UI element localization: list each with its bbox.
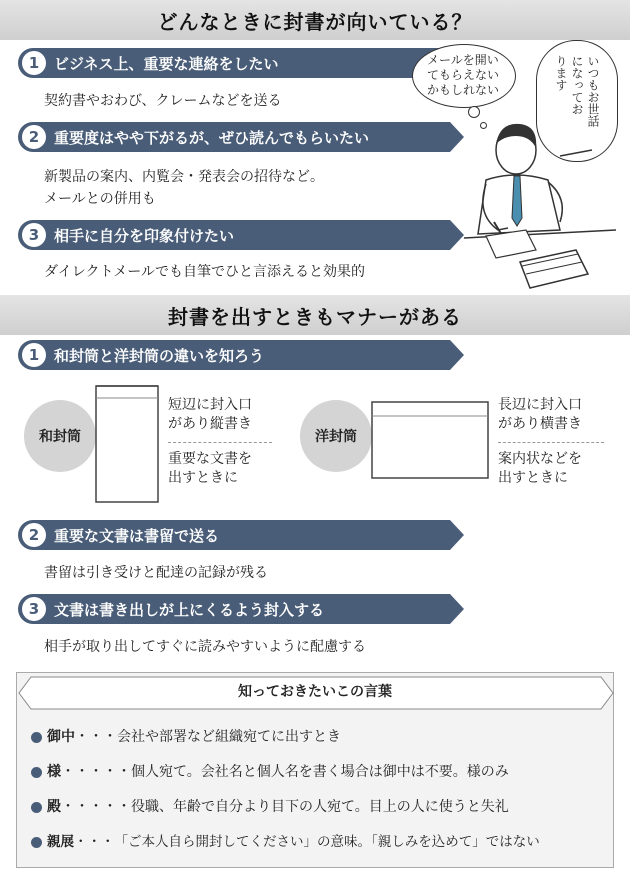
reason-body-line: ダイレクトメールでも自筆でひと言添えると効果的: [44, 264, 366, 280]
env-line: 出すときに: [168, 470, 238, 486]
glossary-desc: 会社や部署など組織宛てに出すとき: [117, 729, 341, 745]
section-title-text: どんなときに封書が向いている？: [157, 9, 473, 34]
env-line: 長辺に封入口: [498, 397, 582, 413]
manner-heading: 重要な文書は書留で送る: [54, 526, 220, 545]
manner-body-line: 相手が取り出してすぐに読みやすいように配慮する: [44, 639, 366, 655]
reason-band-3: [18, 220, 450, 250]
manner-band-1: [18, 340, 450, 370]
glossary-term: 御中: [47, 729, 75, 745]
glossary-title-text: 知っておきたいこの言葉: [238, 684, 392, 700]
env-line: 重要な文書を: [168, 451, 252, 467]
env-line: 出すときに: [498, 470, 568, 486]
reason-band-2: [18, 122, 450, 152]
wafuto-label: 和封筒: [39, 429, 81, 445]
glossary-term: 殿: [47, 799, 61, 815]
reason-heading: 重要度はやや下がるが、ぜひ読んでもらいたい: [54, 128, 370, 147]
dashed-divider: [168, 442, 272, 443]
glossary-row-onchu: [31, 727, 341, 747]
bubble-column: いつもお世話: [586, 55, 600, 127]
reason-body-3: [44, 262, 365, 282]
manner-body-2: [44, 563, 268, 583]
bullet-icon: [31, 732, 42, 743]
bubble-line: メールを開い: [427, 53, 499, 67]
yofuto-envelope-icon: [368, 396, 494, 484]
bubble-line: てもらえない: [427, 68, 500, 82]
number-badge: 2: [22, 125, 46, 149]
reason-body-line: メールとの併用も: [44, 191, 156, 207]
bullet-icon: [31, 767, 42, 778]
band-arrow: [450, 340, 464, 370]
reason-body-1: [44, 91, 281, 111]
yofuto-label: 洋封筒: [315, 429, 357, 445]
reason-heading: 相手に自分を印象付けたい: [54, 226, 235, 245]
wafuto-description-2: [168, 450, 252, 488]
manner-body-line: 書留は引き受けと配達の記録が残る: [44, 565, 268, 581]
wafuto-envelope-icon: [92, 376, 164, 506]
manner-band-2: [18, 520, 450, 550]
glossary-row-shinten: [31, 832, 540, 852]
reason-band-1: [18, 48, 450, 78]
reason-body-line: 新製品の案内、内覧会・発表会の招待など。: [44, 169, 324, 185]
number-badge: 1: [22, 343, 46, 367]
band-arrow: [450, 594, 464, 624]
bullet-icon: [31, 802, 42, 813]
glossary-term: 様: [47, 764, 61, 780]
section-title-text: 封書を出すときもマナーがある: [168, 304, 462, 329]
glossary-desc: 個人宛て。会社名と個人名を書く場合は御中は不要。様のみ: [131, 764, 509, 780]
env-line: があり縦書き: [168, 416, 252, 432]
band-arrow: [450, 520, 464, 550]
env-line: 案内状などを: [498, 451, 582, 467]
wafuto-description-1: [168, 396, 252, 434]
speech-bubble-worry: [412, 44, 516, 108]
manner-body-3: [44, 637, 366, 657]
glossary-dots: ・・・: [74, 834, 115, 850]
glossary-desc: 「ご本人自ら開封してください」の意味。「親しみを込めて」ではない: [114, 834, 540, 850]
thought-dot: [468, 106, 480, 118]
manner-band-3: [18, 594, 450, 624]
bubble-column: ります: [554, 55, 568, 91]
env-line: があり横書き: [498, 416, 582, 432]
glossary-row-dono: [31, 797, 509, 817]
manner-heading: 文書は書き出しが上にくるよう封入する: [54, 600, 325, 619]
section-title-when: [0, 0, 630, 40]
wafuto-label-circle: [24, 400, 96, 472]
dashed-divider: [498, 442, 604, 443]
number-badge: 2: [22, 523, 46, 547]
glossary-desc: 役職、年齢で自分より目下の人宛て。目上の人に使うと失礼: [131, 799, 509, 815]
glossary-dots: ・・・・・: [61, 764, 131, 780]
businessman-writing-illustration: [456, 118, 626, 294]
number-badge: 3: [22, 223, 46, 247]
glossary-box: [16, 672, 614, 868]
reason-heading: ビジネス上、重要な連絡をしたい: [54, 54, 279, 73]
reason-body-2: [44, 166, 324, 210]
bullet-icon: [31, 837, 42, 848]
glossary-dots: ・・・: [75, 729, 117, 745]
glossary-row-sama: [31, 762, 509, 782]
yofuto-description-2: [498, 450, 582, 488]
env-line: 短辺に封入口: [168, 397, 252, 413]
glossary-dots: ・・・・・: [61, 799, 131, 815]
manner-heading: 和封筒と洋封筒の違いを知ろう: [54, 346, 265, 365]
bubble-column: になってお: [570, 55, 584, 115]
number-badge: 1: [22, 51, 46, 75]
glossary-title: [17, 673, 613, 709]
yofuto-description-1: [498, 396, 582, 434]
glossary-term: 親展: [47, 834, 74, 850]
section-title-manners: [0, 295, 630, 335]
reason-body-line: 契約書やおわび、クレームなどを送る: [44, 93, 282, 109]
bubble-line: かもしれない: [427, 83, 500, 97]
yofuto-label-circle: [300, 400, 372, 472]
number-badge: 3: [22, 597, 46, 621]
